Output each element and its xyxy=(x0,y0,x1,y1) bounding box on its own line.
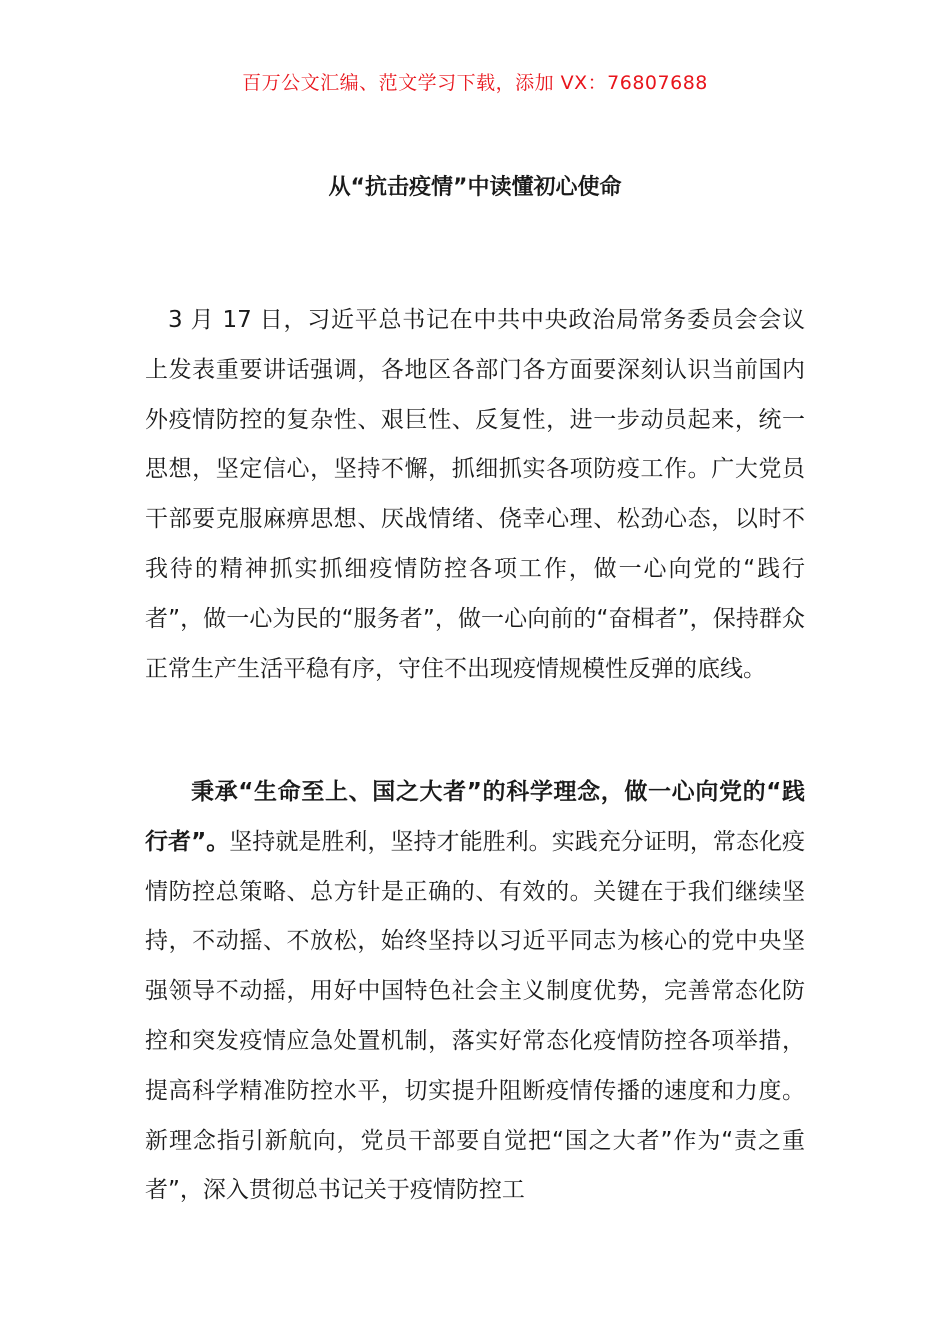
paragraph-2-text: 坚持就是胜利，坚持才能胜利。实践充分证明，常态化疫情防控总策略、总方针是正确的、有效的。关键在于我们继续坚持，不动摇、不放松，始终坚持以习近平同志为核心的党中央坚强领导不动摇，用好中国特色社会主义制度优势，完善常态化防控和突发疫情应急处置机制，落实好常态化疫情防控各项举措，提高科学精准防控水平，切实提升阻断疫情传播的速度和力度。新理念指引新航向，党员干部要自觉把“国之大者”作为“责之重者”，深入贯彻总书记关于疫情防控工 xyxy=(145,828,805,1204)
document-title: 从“抗击疫情”中读懂初心使命 xyxy=(328,175,622,200)
paragraph-1 xyxy=(145,296,805,694)
paragraph-1-text: 3 月 17 日，习近平总书记在中共中央政治局常务委员会会议上发表重要讲话强调，各地区各部门各方面要深刻认识当前国内外疫情防控的复杂性、艰巨性、反复性，进一步动员起来，统一思想，坚定信心，坚持不懈，抓细抓实各项防疫工作。广大党员干部要克服麻痹思想、厌战情绪、侥幸心理、松劲心态，以时不我待的精神抓实抓细疫情防控各项工作，做一心向党的“践行者”，做一心为民的“服务者”，做一心向前的“奋楫者”，保持群众正常生产生活平稳有序，守住不出现疫情规模性反弹的底线。 xyxy=(145,307,805,682)
paragraph-2-lead: 秉承“生命至上、国之大者”的科学理念，做一心向党的“践行者”。 xyxy=(145,779,805,855)
header-note: 百万公文汇编、范文学习下载，添加 VX：76807688 xyxy=(242,72,708,94)
paragraph-2 xyxy=(145,768,805,1216)
